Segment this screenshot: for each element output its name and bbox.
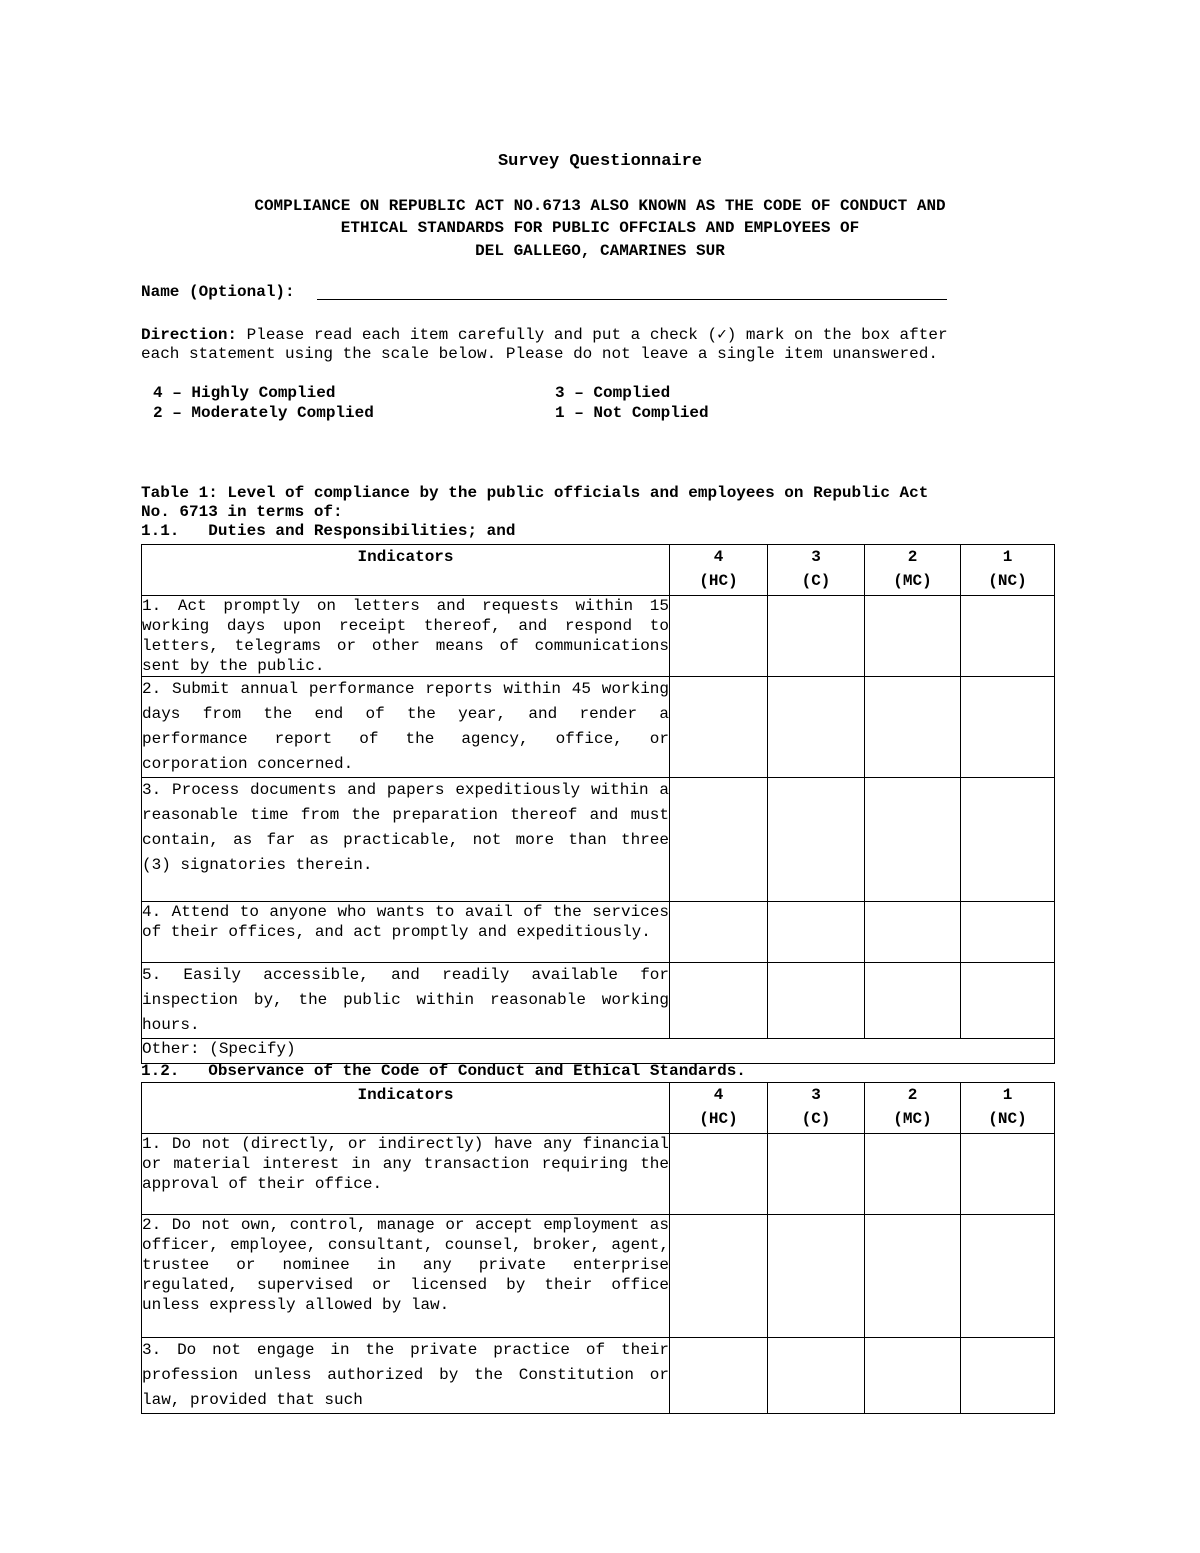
check-box-1[interactable]	[961, 902, 1055, 963]
check-box-4[interactable]	[670, 1215, 768, 1338]
check-box-3[interactable]	[768, 1215, 865, 1338]
col-header-num: 2	[907, 548, 918, 566]
scale-1: 1 – Not Complied	[555, 404, 709, 422]
check-box-4[interactable]	[670, 1338, 768, 1414]
table-row	[142, 778, 1055, 902]
check-box-2[interactable]	[865, 963, 961, 1039]
check-box-3[interactable]	[768, 677, 865, 778]
check-box-3[interactable]	[768, 1134, 865, 1215]
indicator-text: 2. Submit annual performance reports within 45 working days from the end of the year, and render a performance report of the agency, office, or corporation concerned.	[142, 677, 670, 778]
col-header-num: 1	[1002, 1086, 1013, 1104]
indicators-header: Indicators	[142, 545, 670, 596]
check-box-3[interactable]	[768, 902, 865, 963]
direction-line-2: each statement using the scale below. Please do not leave a single item unanswered.	[141, 345, 938, 363]
col-header-num: 1	[1002, 548, 1013, 566]
indicator-text: 1. Act promptly on letters and requests within 15 working days upon receipt thereof, and respond to letters, telegrams or other means of communications sent by the public.	[142, 597, 669, 675]
col-header-num: 3	[811, 1086, 821, 1104]
table-caption-line-2: No. 6713 in terms of:	[141, 503, 343, 521]
compliance-table-1-1	[141, 544, 1055, 1064]
check-box-4[interactable]	[670, 596, 768, 677]
section-2-title: 1.2. Observance of the Code of Conduct and Ethical Standards.	[141, 1062, 746, 1080]
indicator-text: 1. Do not (directly, or indirectly) have any financial or material interest in any transaction requiring the approval of their office.	[142, 1134, 670, 1215]
check-box-2[interactable]	[865, 778, 961, 902]
table-row	[142, 677, 1055, 778]
col-header-4	[670, 545, 768, 596]
name-input-line[interactable]	[317, 284, 947, 300]
check-box-1[interactable]	[961, 1215, 1055, 1338]
table-row	[142, 1215, 1055, 1338]
table-caption-line-1: Table 1: Level of compliance by the public officials and employees on Republic Act	[141, 484, 929, 502]
heading-line-1: COMPLIANCE ON REPUBLIC ACT NO.6713 ALSO KNOWN AS THE CODE OF CONDUCT AND	[254, 197, 946, 215]
check-box-2[interactable]	[865, 596, 961, 677]
check-box-1[interactable]	[961, 963, 1055, 1039]
check-box-1[interactable]	[961, 677, 1055, 778]
check-box-2[interactable]	[865, 1215, 961, 1338]
col-header-abbr: (HC)	[699, 1110, 738, 1128]
col-header-1	[961, 545, 1055, 596]
col-header-1	[961, 1083, 1055, 1134]
col-header-abbr: (C)	[801, 1110, 831, 1128]
check-box-2[interactable]	[865, 677, 961, 778]
check-box-3[interactable]	[768, 1338, 865, 1414]
col-header-abbr: (NC)	[988, 1110, 1027, 1128]
check-box-3[interactable]	[768, 778, 865, 902]
check-box-4[interactable]	[670, 778, 768, 902]
check-box-1[interactable]	[961, 778, 1055, 902]
col-header-num: 4	[713, 548, 724, 566]
col-header-4	[670, 1083, 768, 1134]
section-1-title: 1.1. Duties and Responsibilities; and	[141, 522, 516, 540]
check-box-4[interactable]	[670, 1134, 768, 1215]
table-row	[142, 1134, 1055, 1215]
table-row	[142, 1338, 1055, 1414]
check-box-1[interactable]	[961, 596, 1055, 677]
heading-line-2: ETHICAL STANDARDS FOR PUBLIC OFFCIALS AND EMPLOYEES OF	[340, 219, 860, 237]
heading-line-3: DEL GALLEGO, CAMARINES SUR	[475, 242, 725, 260]
other-row	[142, 1039, 1055, 1064]
compliance-table-1-2	[141, 1082, 1055, 1414]
direction-line-1	[141, 324, 948, 344]
check-box-3[interactable]	[768, 963, 865, 1039]
table-row	[142, 963, 1055, 1039]
check-box-2[interactable]	[865, 902, 961, 963]
table-row	[142, 902, 1055, 963]
scale-4: 4 – Highly Complied	[153, 384, 336, 402]
table-header-row	[142, 1083, 1055, 1134]
indicators-header: Indicators	[142, 1083, 670, 1134]
check-box-4[interactable]	[670, 963, 768, 1039]
col-header-2	[865, 545, 961, 596]
indicator-text: 3. Do not engage in the private practice of their profession unless authorized by the Constitution or law, provided that such	[142, 1338, 670, 1414]
col-header-abbr: (NC)	[988, 572, 1027, 590]
indicator-text: 2. Do not own, control, manage or accept employment as officer, employee, consultant, counsel, broker, agent, trustee or nominee in any private enterprise regulated, supervised or licensed by their office unless expressly allowed by law.	[142, 1215, 670, 1338]
col-header-num: 4	[713, 1086, 724, 1104]
check-box-1[interactable]	[961, 1134, 1055, 1215]
indicator-text: 5. Easily accessible, and readily available for inspection by, the public within reasonable working hours.	[142, 963, 670, 1039]
direction-label: Direction:	[141, 326, 238, 344]
check-box-4[interactable]	[670, 902, 768, 963]
check-box-4[interactable]	[670, 677, 768, 778]
col-header-3	[768, 1083, 865, 1134]
col-header-abbr: (MC)	[893, 1110, 932, 1128]
col-header-num: 2	[907, 1086, 918, 1104]
col-header-num: 3	[811, 548, 821, 566]
check-box-1[interactable]	[961, 1338, 1055, 1414]
other-specify[interactable]: Other: (Specify)	[142, 1039, 1055, 1064]
col-header-abbr: (MC)	[893, 572, 932, 590]
indicator-text: 3. Process documents and papers expeditiously within a reasonable time from the preparation thereof and must contain, as far as practicable, not more than three (3) signatories therein.	[142, 778, 670, 902]
col-header-abbr: (HC)	[699, 572, 738, 590]
table-header-row	[142, 545, 1055, 596]
check-box-3[interactable]	[768, 596, 865, 677]
scale-2: 2 – Moderately Complied	[153, 404, 374, 422]
col-header-3	[768, 545, 865, 596]
col-header-2	[865, 1083, 961, 1134]
table-row	[142, 596, 1055, 677]
name-label: Name (Optional):	[141, 283, 295, 301]
scale-3: 3 – Complied	[555, 384, 671, 402]
document-title: Survey Questionnaire	[497, 152, 703, 171]
check-box-2[interactable]	[865, 1338, 961, 1414]
indicator-text: 4. Attend to anyone who wants to avail of the services of their offices, and act promptly and expeditiously.	[142, 902, 670, 963]
direction-text-1: Please read each item carefully and put a check (✓) mark on the box after	[237, 326, 948, 344]
check-box-2[interactable]	[865, 1134, 961, 1215]
col-header-abbr: (C)	[801, 572, 831, 590]
